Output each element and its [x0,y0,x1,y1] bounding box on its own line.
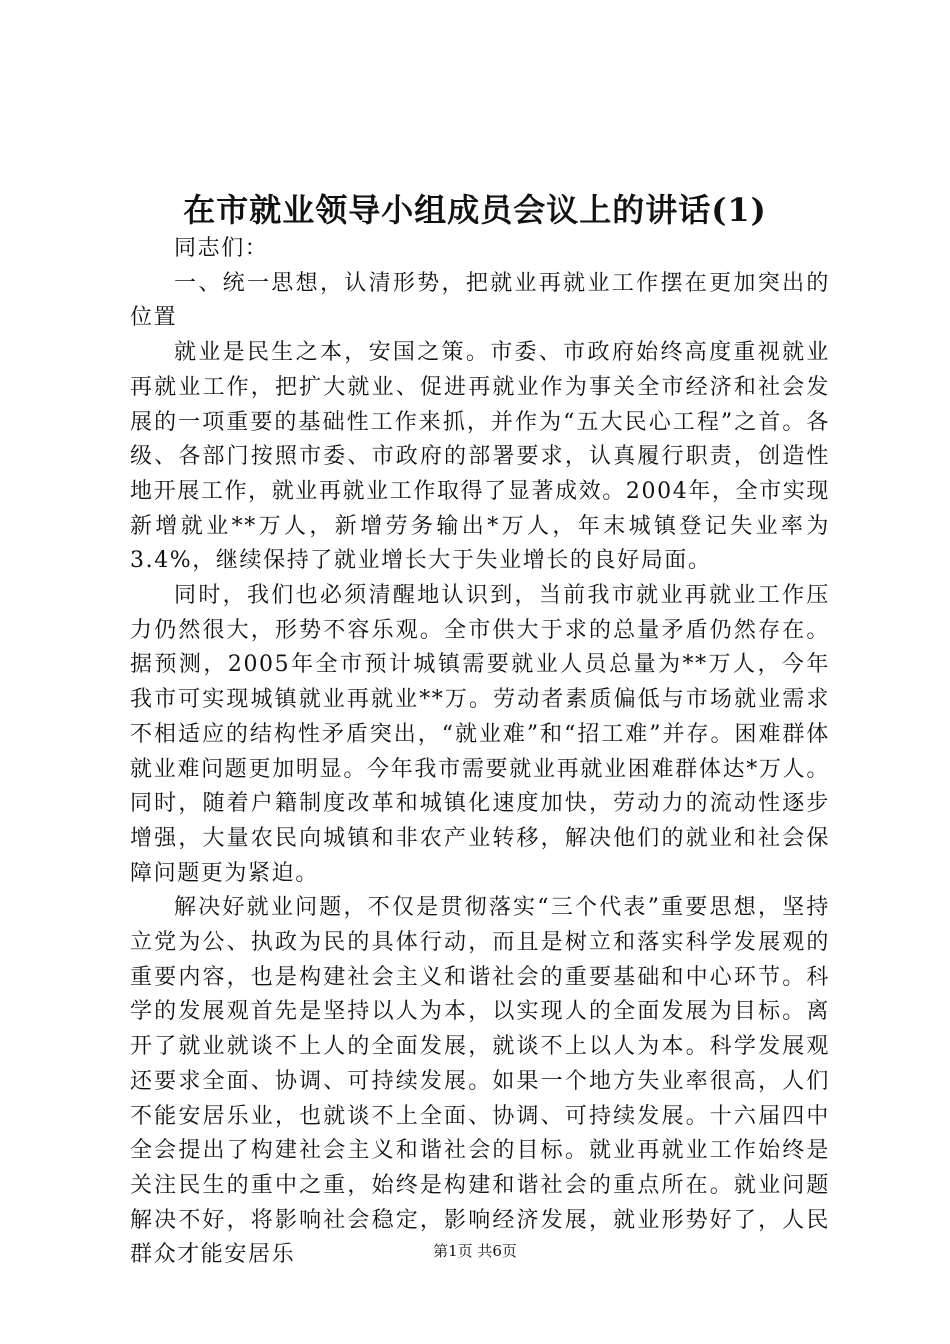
body-paragraph: 解决好就业问题，不仅是贯彻落实“三个代表”重要思想，坚持立党为公、执政为民的具体行动，而且是树立和落实科学发展观的重要内容，也是构建社会主义和谐社会的重要基础和中心环节。科学的发展观首先是坚持以人为本，以实现人的全面发展为目标。离开了就业就谈不上人的全面发展，就谈不上以人为本。科学发展观还要求全面、协调、可持续发展。如果一个地方失业率很高，人们不能安居乐业，也就谈不上全面、协调、可持续发展。十六届四中全会提出了构建社会主义和谐社会的目标。就业再就业工作始终是关注民生的重中之重，始终是构建和谐社会的重点所在。就业问题解决不好，将影响社会稳定，影响经济发展，就业形势好了，人民群众才能安居乐 [130,895,830,1268]
document-title: 在市就业领导小组成员会议上的讲话(1) [183,191,767,229]
section-heading-paragraph: 一、统一思想，认清形势，把就业再就业工作摆在更加突出的位置 [130,270,830,331]
salutation-paragraph: 同志们： [174,236,269,261]
body-paragraph: 同时，我们也必须清醒地认识到，当前我市就业再就业工作压力仍然很大，形势不容乐观。全市供大于求的总量矛盾仍然存在。据预测，2005年全市预计城镇需要就业人员总量为**万人，今年我市可实现城镇就业再就业**万。劳动者素质偏低与市场就业需求不相适应的结构性矛盾突出，“就业难”和“招工难”并存。困难群体就业难问题更加明显。今年我市需要就业再就业困难群体达*万人。同时，随着户籍制度改革和城镇化速度加快，劳动力的流动性逐步增强，大量农民向城镇和非农产业转移，解决他们的就业和社会保障问题更为紧迫。 [130,583,830,886]
page-number-footer: 第1页 共6页 [433,1242,517,1260]
document-body [130,232,830,1273]
body-paragraph: 就业是民生之本，安国之策。市委、市政府始终高度重视就业再就业工作，把扩大就业、促进再就业作为事关全市经济和社会发展的一项重要的基础性工作来抓，并作为“五大民心工程”之首。各级、各部门按照市委、市政府的部署要求，认真履行职责，创造性地开展工作，就业再就业工作取得了显著成效。2004年，全市实现新增就业**万人，新增劳务输出*万人，年末城镇登记失业率为3.4%，继续保持了就业增长大于失业增长的良好局面。 [130,340,830,574]
